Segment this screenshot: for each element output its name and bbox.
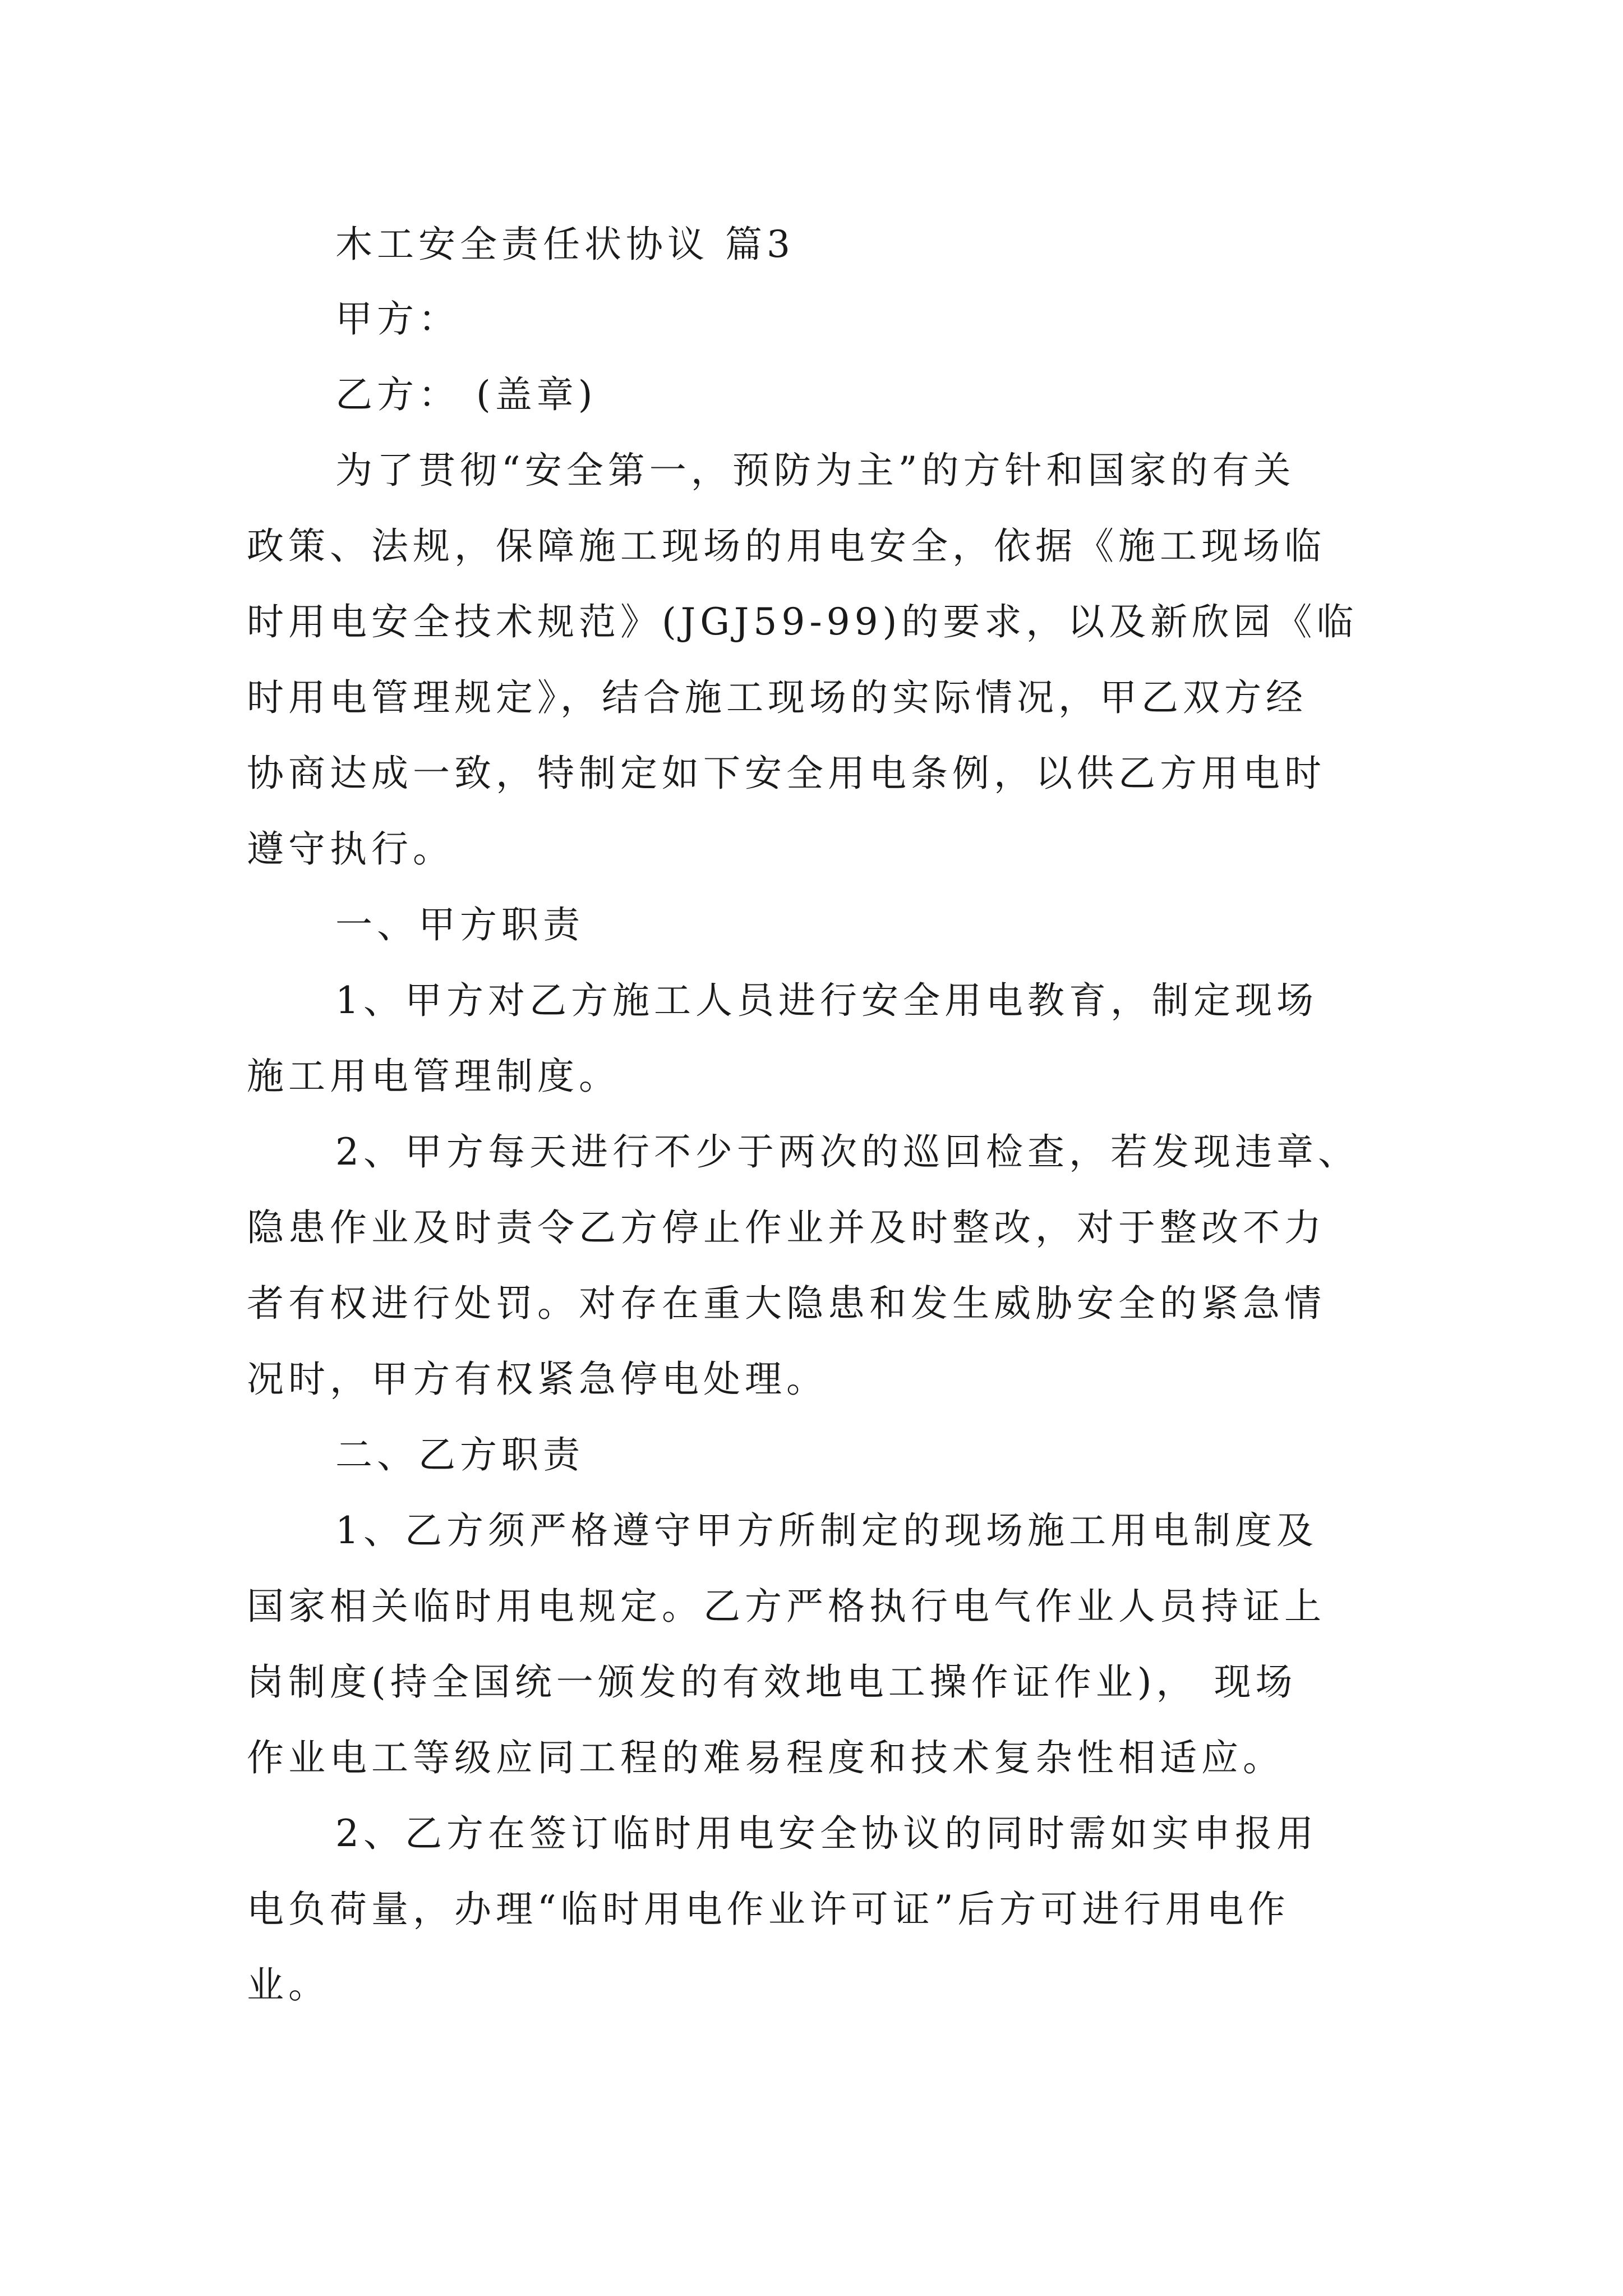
clause-line: 岗制度(持全国统一颁发的有效地电工操作证作业)， 现场 [247,1660,1297,1704]
clause-line: 1、乙方须严格遵守甲方所制定的现场施工用电制度及 [335,1509,1318,1552]
clause-line: 业。 [247,1963,330,2007]
clause-line: 施工用电管理制度。 [247,1055,620,1098]
clause-line: 况时，甲方有权紧急停电处理。 [247,1358,828,1401]
intro-line: 遵守执行。 [247,827,454,871]
intro-line: 协商达成一致，特制定如下安全用电条例，以供乙方用电时 [247,752,1326,795]
clause-line: 者有权进行处罚。对存在重大隐患和发生威胁安全的紧急情 [247,1282,1326,1325]
section-heading: 一、甲方职责 [335,903,584,946]
intro-line: 政策、法规，保障施工现场的用电安全，依据《施工现场临 [247,524,1326,568]
clause-line: 隐患作业及时责令乙方停止作业并及时整改，对于整改不力 [247,1206,1326,1249]
clause-line: 电负荷量，办理“临时用电作业许可证”后方可进行用电作 [247,1888,1290,1931]
document-title: 木工安全责任状协议 篇3 [335,223,795,266]
clause-line: 国家相关临时用电规定。乙方严格执行电气作业人员持证上 [247,1585,1326,1628]
clause-line: 2、乙方在签订临时用电安全协议的同时需如实申报用 [335,1812,1318,1855]
clause-line: 1、甲方对乙方施工人员进行安全用电教育，制定现场 [335,979,1318,1022]
party-a-line: 甲方： [335,297,460,341]
intro-line: 为了贯彻“安全第一，预防为主”的方针和国家的有关 [335,449,1295,492]
clause-line: 作业电工等级应同工程的难易程度和技术复杂性相适应。 [247,1736,1284,1779]
party-b-line: 乙方： (盖章) [335,373,597,416]
intro-line: 时用电安全技术规范》(JGJ59-99)的要求，以及新欣园《临 [247,600,1358,643]
clause-line: 2、甲方每天进行不少于两次的巡回检查，若发现违章、 [335,1130,1359,1174]
section-heading: 二、乙方职责 [335,1433,584,1476]
intro-line: 时用电管理规定》，结合施工现场的实际情况，甲乙双方经 [247,676,1307,719]
